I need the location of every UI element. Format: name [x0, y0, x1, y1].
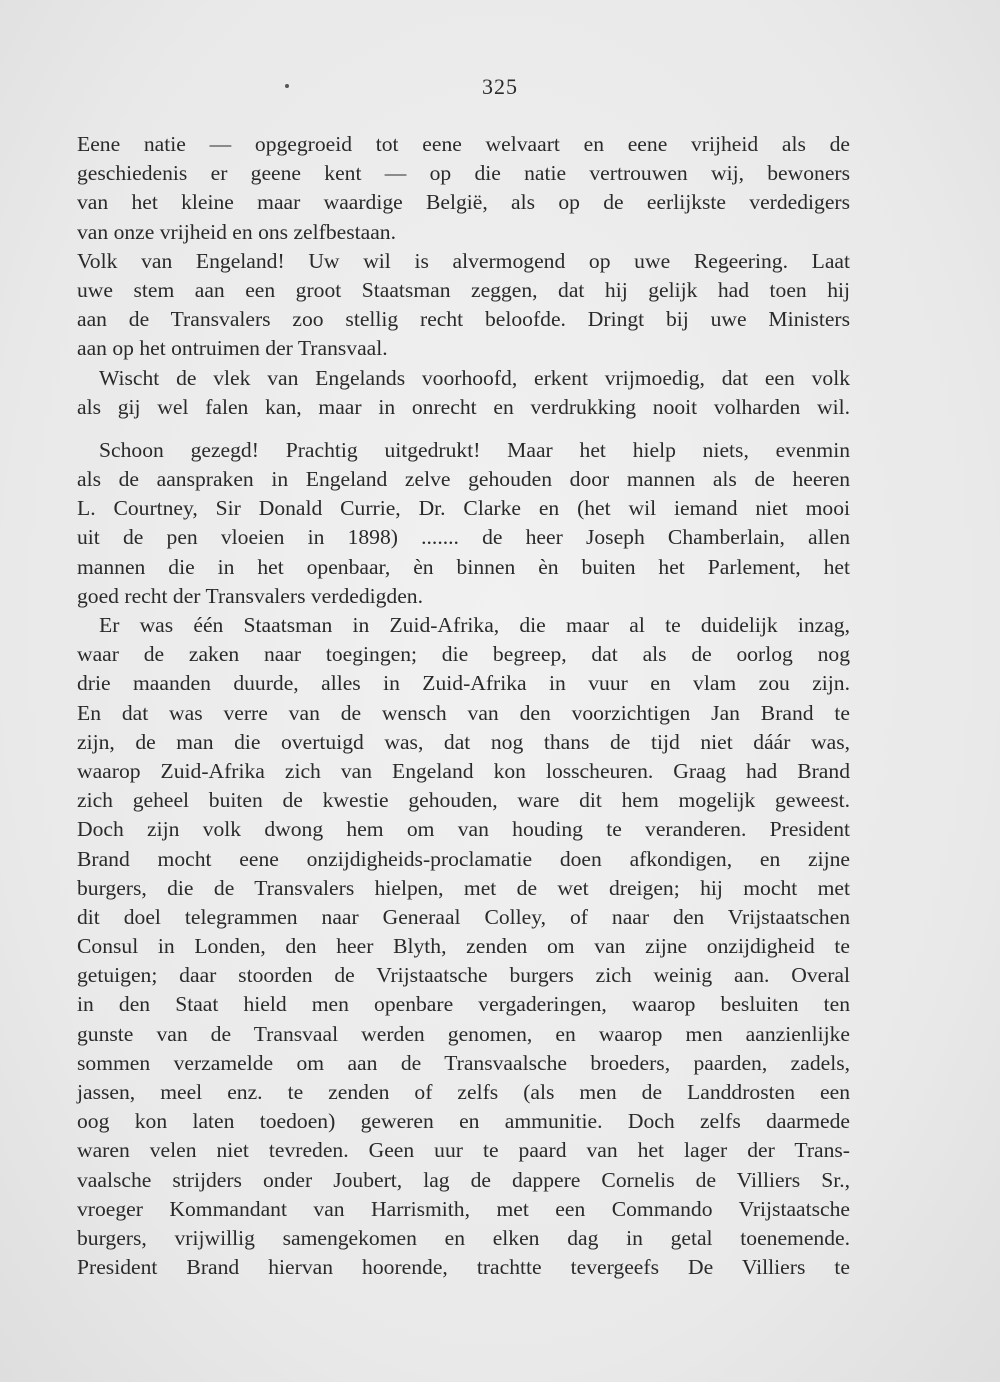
text-line: gunste van de Transvaal werden genomen, en waarop men aanzienlijke: [77, 1021, 850, 1046]
text-line: zich geheel buiten de kwestie gehouden, ware dit hem mogelijk geweest.: [77, 788, 850, 813]
text-line: sommen verzamelde om aan de Transvaalsche broeders, paarden, zadels,: [77, 1050, 850, 1075]
text-line: L. Courtney, Sir Donald Currie, Dr. Clarke en (het wil iemand niet mooi: [77, 496, 850, 521]
text-line: in den Staat hield men openbare vergaderingen, waarop besluiten ten: [77, 992, 850, 1017]
text-line: vaalsche strijders onder Joubert, lag de dappere Cornelis de Villiers Sr.,: [77, 1167, 850, 1192]
text-line: van het kleine maar waardige België, als op de eerlijkste verdedigers: [77, 190, 850, 215]
text-line: Doch zijn volk dwong hem om van houding te veranderen. President: [77, 817, 850, 842]
text-line: Brand mocht eene onzijdigheids-proclamatie doen afkondigen, en zijne: [77, 846, 850, 871]
text-line: uit de pen vloeien in 1898) ....... de heer Joseph Chamberlain, allen: [77, 525, 850, 550]
text-line: waren velen niet tevreden. Geen uur te paard van het lager der Trans-: [77, 1138, 850, 1163]
body-text: [77, 130, 850, 1282]
text-line: Schoon gezegd! Prachtig uitgedrukt! Maar het hielp niets, evenmin: [99, 437, 850, 462]
text-line: zijn, de man die overtuigd was, dat nog thans de tijd niet dáár was,: [77, 729, 850, 754]
text-line: drie maanden duurde, alles in Zuid-Afrika in vuur en vlam zou zijn.: [77, 671, 850, 696]
text-line: aan op het ontruimen der Transvaal.: [77, 336, 388, 361]
text-line: geschiedenis er geene kent — op die natie vertrouwen wij, bewoners: [77, 161, 850, 186]
text-line: Volk van Engeland! Uw wil is alvermogend op uwe Regeering. Laat: [77, 248, 850, 273]
text-line: oog kon laten toedoen) geweren en ammunitie. Doch zelfs daarmede: [77, 1109, 850, 1134]
text-line: aan de Transvalers zoo stellig recht beloofde. Dringt bij uwe Ministers: [77, 307, 850, 332]
text-line: mannen die in het openbaar, èn binnen èn buiten het Parlement, het: [77, 554, 850, 579]
text-line: waar de zaken naar toegingen; die begreep, dat als de oorlog nog: [77, 642, 850, 667]
text-line: goed recht der Transvalers verdedigden.: [77, 583, 423, 608]
paragraph-gap: [77, 422, 850, 436]
text-line: van onze vrijheid en ons zelfbestaan.: [77, 219, 396, 244]
text-line: burgers, vrijwillig samengekomen en elken dag in getal toenemende.: [77, 1225, 850, 1250]
text-line: als gij wel falen kan, maar in onrecht en verdrukking nooit volharden wil.: [77, 394, 850, 419]
text-line: Consul in Londen, den heer Blyth, zenden om van zijne onzijdigheid te: [77, 934, 850, 959]
text-line: uwe stem aan een groot Staatsman zeggen, dat hij gelijk had toen hij: [77, 277, 850, 302]
text-line: Er was één Staatsman in Zuid-Afrika, die maar al te duidelijk inzag,: [99, 613, 850, 637]
text-line: President Brand hiervan hoorende, trachtte tevergeefs De Villiers te: [77, 1255, 850, 1280]
page-number: 325: [482, 74, 518, 99]
text-line: waarop Zuid-Afrika zich van Engeland kon losscheuren. Graag had Brand: [77, 758, 850, 783]
text-line: Eene natie — opgegroeid tot eene welvaart en eene vrijheid als de: [77, 132, 850, 156]
text-line: getuigen; daar stoorden de Vrijstaatsche burgers zich weinig aan. Overal: [77, 963, 850, 988]
text-line: als de aanspraken in Engeland zelve gehouden door mannen als de heeren: [77, 467, 850, 492]
text-line: Wischt de vlek van Engelands voorhoofd, erkent vrijmoedig, dat een volk: [99, 365, 850, 390]
text-line: En dat was verre van de wensch van den voorzichtigen Jan Brand te: [77, 700, 850, 725]
text-line: vroeger Kommandant van Harrismith, met een Commando Vrijstaatsche: [77, 1196, 850, 1221]
text-line: jassen, meel enz. te zenden of zelfs (als men de Landdrosten een: [77, 1080, 850, 1104]
text-line: dit doel telegrammen naar Generaal Colley, of naar den Vrijstaatschen: [77, 904, 850, 929]
text-line: burgers, die de Transvalers hielpen, met de wet dreigen; hij mocht met: [77, 875, 850, 900]
